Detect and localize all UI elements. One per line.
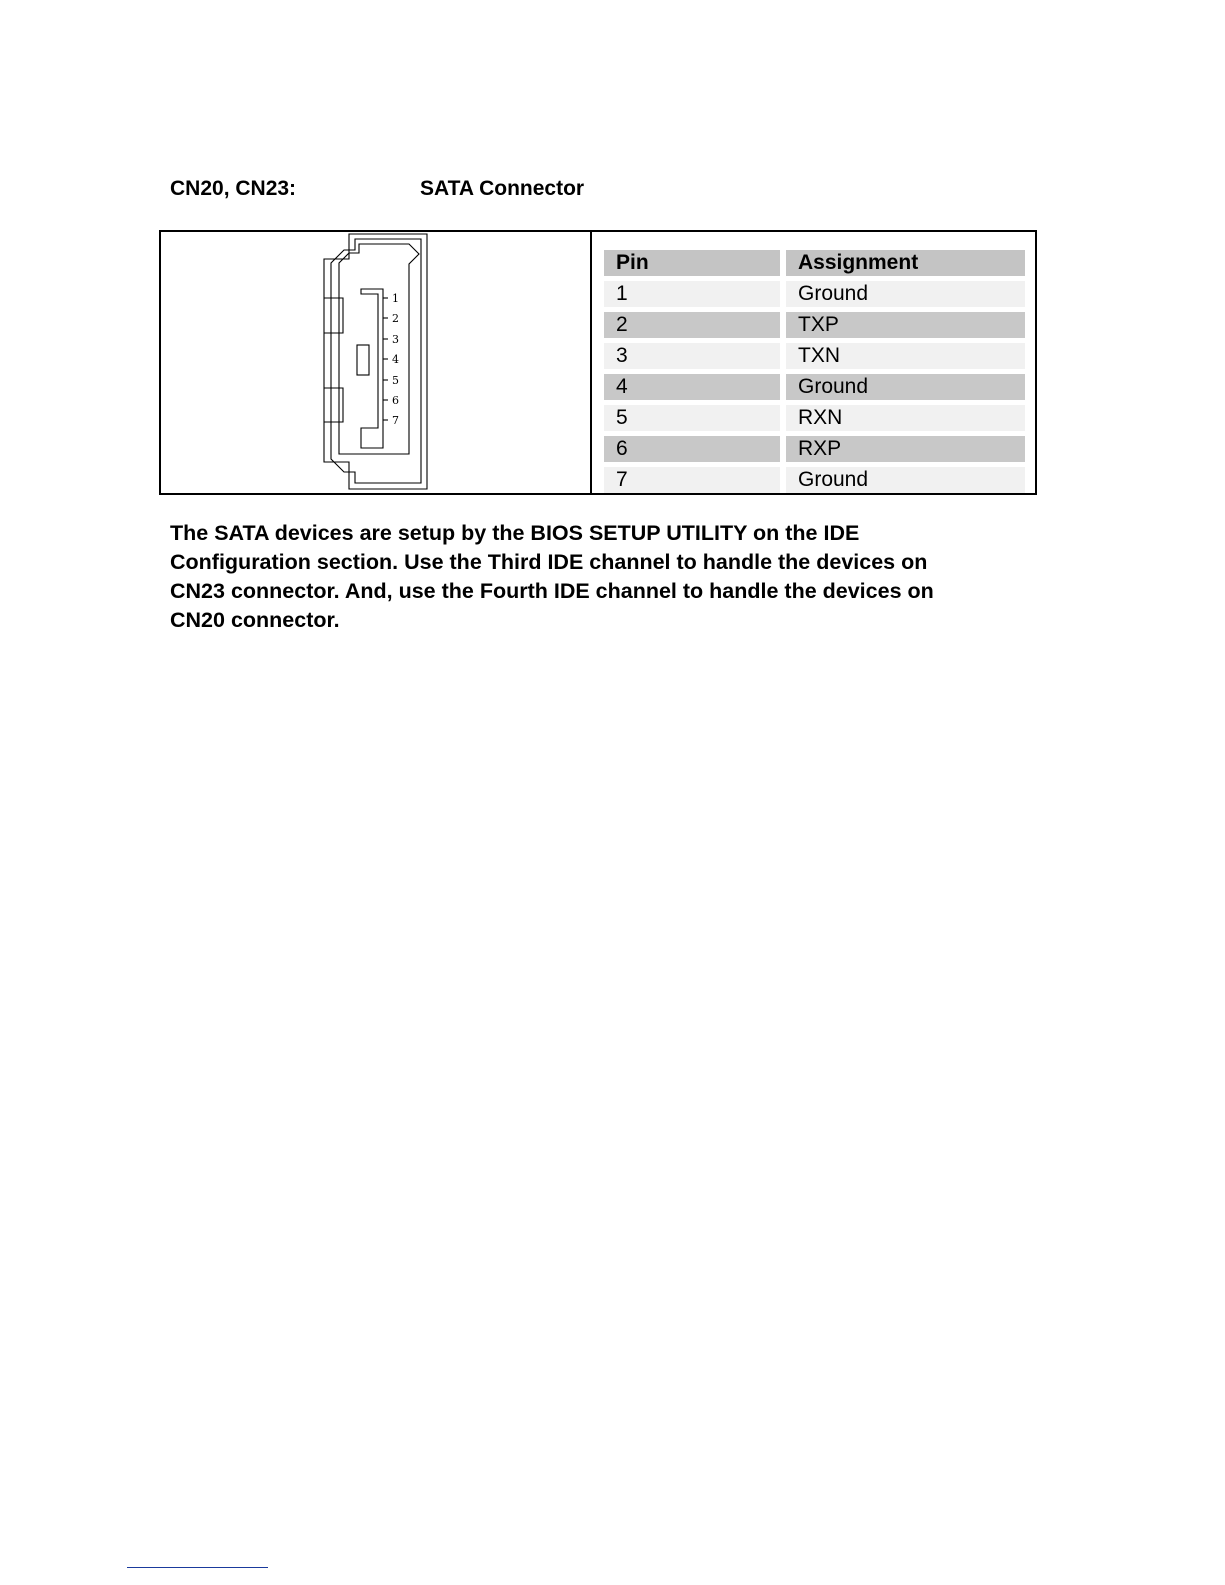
assignment-cell: Ground — [786, 374, 1025, 400]
assignment-cell: RXP — [786, 436, 1025, 462]
description-line: The SATA devices are setup by the BIOS SETUP UTILITY on the IDE — [170, 521, 860, 545]
assignment-cell: TXN — [786, 343, 1025, 369]
assignment-cell: Ground — [786, 467, 1025, 493]
pin-cell: 4 — [604, 374, 780, 400]
description-line: Configuration section. Use the Third IDE channel to handle the devices on — [170, 550, 928, 574]
description-paragraph — [170, 519, 1070, 635]
assignment-cell: Ground — [786, 281, 1025, 307]
pin-label: 1 — [392, 292, 399, 305]
header-pin: Pin — [604, 250, 780, 276]
pin-cell: 5 — [604, 405, 780, 431]
table-row — [604, 341, 1025, 372]
pin-label: 5 — [392, 374, 399, 387]
assignment-cell: RXN — [786, 405, 1025, 431]
pin-cell: 6 — [604, 436, 780, 462]
table-row — [604, 403, 1025, 434]
footnote-rule — [127, 1567, 268, 1568]
pin-label: 3 — [392, 333, 399, 346]
figure-divider — [590, 232, 592, 493]
pin-cell: 3 — [604, 343, 780, 369]
assignment-cell: TXP — [786, 312, 1025, 338]
pin-assignment-table — [604, 248, 1025, 496]
pin-label: 4 — [392, 353, 399, 366]
pin-label: 6 — [392, 394, 399, 407]
table-row — [604, 434, 1025, 465]
header-assignment: Assignment — [786, 250, 1025, 276]
connector-name: SATA Connector — [420, 177, 585, 200]
table-row — [604, 310, 1025, 341]
pin-label: 2 — [392, 312, 399, 325]
connector-refs: CN20, CN23: — [170, 177, 297, 200]
table-row — [604, 465, 1025, 496]
pin-cell: 7 — [604, 467, 780, 493]
description-line: CN20 connector. — [170, 608, 340, 632]
table-row — [604, 279, 1025, 310]
sata-connector-diagram — [161, 232, 590, 493]
pin-cell: 1 — [604, 281, 780, 307]
description-line: CN23 connector. And, use the Fourth IDE channel to handle the devices on — [170, 579, 934, 603]
pin-cell: 2 — [604, 312, 780, 338]
table-row — [604, 372, 1025, 403]
connector-figure-box — [159, 230, 1037, 495]
table-header-row — [604, 248, 1025, 279]
pin-label: 7 — [392, 414, 399, 427]
